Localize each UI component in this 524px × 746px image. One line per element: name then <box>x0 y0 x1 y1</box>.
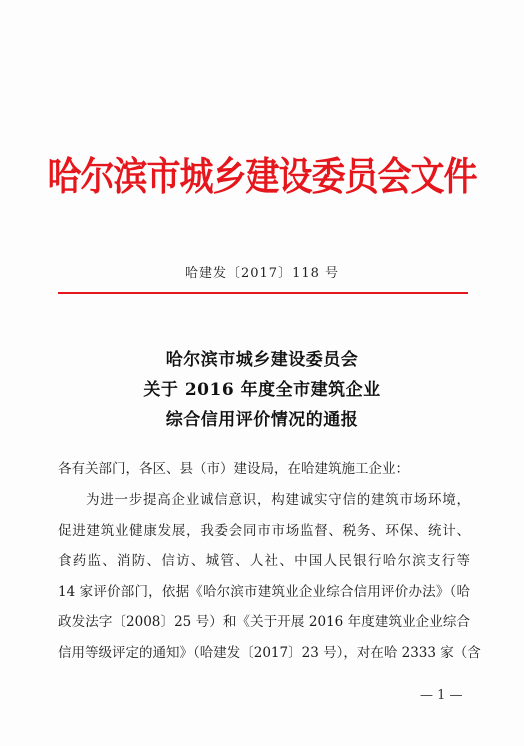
document-title-line-1: 哈尔滨市城乡建设委员会 <box>165 350 359 370</box>
document-title-line-3: 综合信用评价情况的通报 <box>165 410 359 430</box>
body-line: 信用等级评定的通知》（哈建发〔2017〕23 号），对在哈 2333 家（含 <box>58 644 481 661</box>
document-number: 哈建发〔2017〕118 号 <box>184 266 340 281</box>
page-number: — 1 — <box>420 688 463 703</box>
document-title-line-2: 关于 2016 年度全市建筑企业 <box>143 380 381 400</box>
body-line: 政发法字〔2008〕25 号）和《关于开展 2016 年度建筑业企业综合 <box>58 614 470 630</box>
issuer-header-title: 哈尔滨市城乡建设委员会文件 <box>47 154 477 201</box>
red-separator-line <box>58 292 468 294</box>
body-line: 为进一步提高企业诚信意识，构建诚实守信的建筑市场环境， <box>86 492 470 508</box>
document-title <box>0 345 524 435</box>
salutation: 各有关部门，各区、县（市）建设局，在哈建筑施工企业： <box>58 461 409 477</box>
body-line: 14 家评价部门，依据《哈尔滨市建筑业企业综合信用评价办法》（哈 <box>58 583 470 600</box>
body-line: 促进建筑业健康发展，我委会同市市场监督、税务、环保、统计、 <box>58 522 470 539</box>
body-line: 食药监、消防、信访、城管、人社、中国人民银行哈尔滨支行等 <box>58 553 470 569</box>
body-paragraph <box>58 485 481 668</box>
